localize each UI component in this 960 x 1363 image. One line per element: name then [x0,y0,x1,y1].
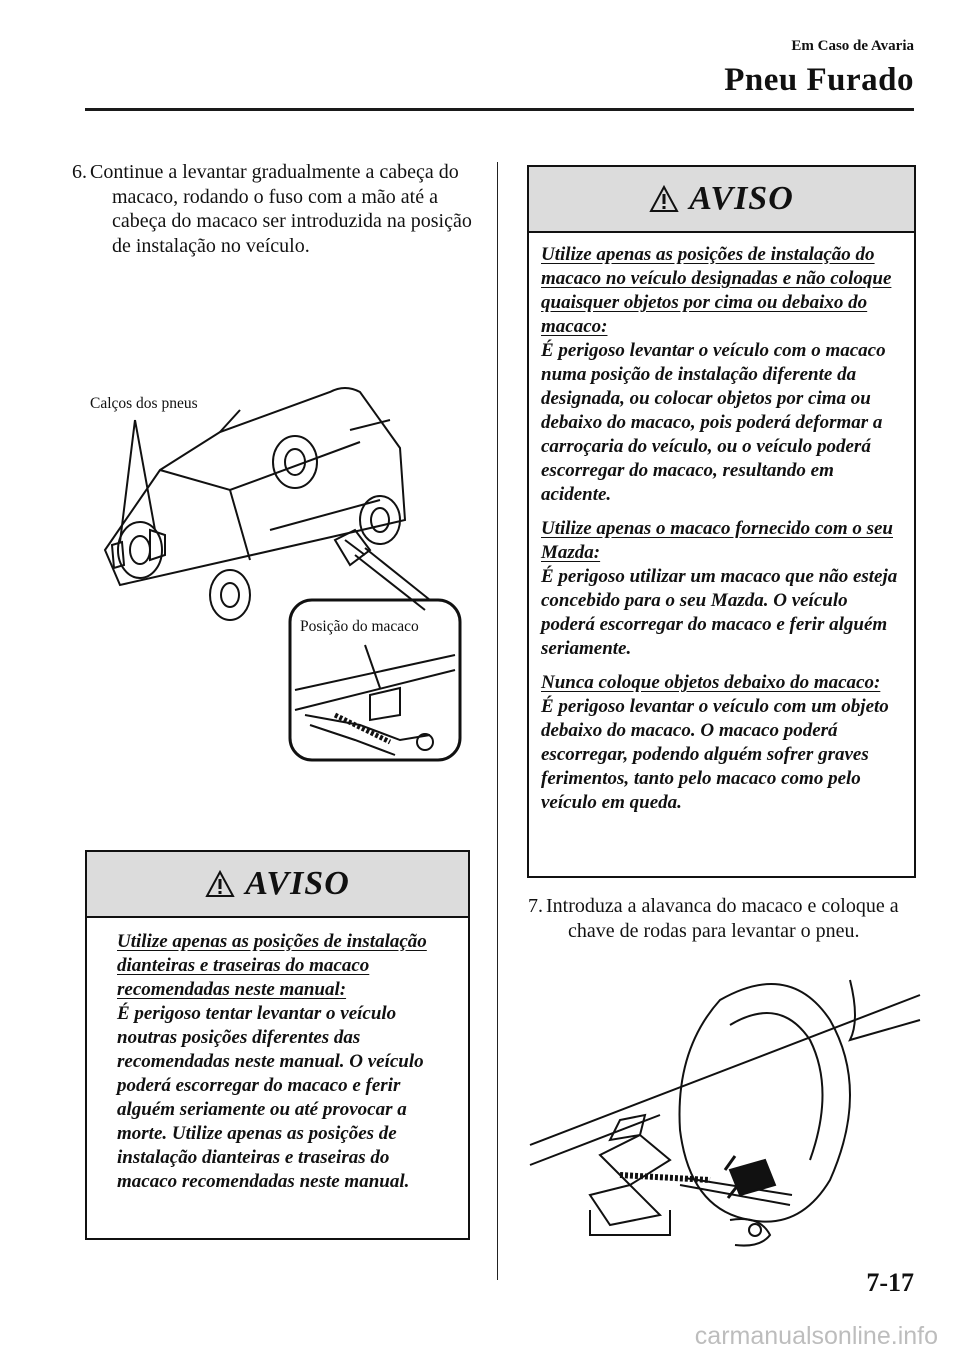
step-6-number: 6. [72,161,87,183]
warning-text: É perigoso levantar o veículo com o macaco numa posição de instalação diferente da designada, ou colocar objetos por cima ou debaixo do macaco, pois poderá deformar a carroçaria do veículo, ou o veículo poderá escorregar do macaco, resultando em acidente. [541,340,886,505]
section-label: Em Caso de Avaria [791,38,914,54]
step-6 [72,160,472,258]
warning-heading: Utilize apenas as posições de instalação do macaco no veículo designadas e não coloque quaisquer objetos por cima ou debaixo do macaco: [541,244,892,337]
warning-triangle-icon [205,870,235,898]
step-7 [528,894,918,943]
warning-item [541,671,900,815]
chapter-title: Pneu Furado [724,62,914,98]
warning-header [529,167,914,233]
header-divider [85,108,914,111]
warning-title: AVISO [245,865,350,902]
column-divider [497,162,498,1280]
watermark: carmanualsonline.info [694,1322,938,1350]
label-wheel-blocks: Calços dos pneus [90,395,198,412]
warning-item [541,243,900,507]
warning-header [87,852,468,918]
warning-text: É perigoso utilizar um macaco que não esteja concebido para o seu Mazda. O veículo poderá escorregar do macaco e ferir alguém seriamente. [541,566,898,659]
warning-title: AVISO [689,180,794,217]
car-jack-illustration [100,370,470,770]
label-jack-position: Posição do macaco [300,618,419,635]
warning-box-right [527,165,916,878]
step-7-text: Introduza a alavanca do macaco e coloque a chave de rodas para levantar o pneu. [546,895,899,942]
warning-heading: Nunca coloque objetos debaixo do macaco: [541,672,881,693]
warning-heading: Utilize apenas as posições de instalação dianteiras e traseiras do macaco recomendadas neste manual: [117,931,427,1000]
warning-box-left [85,850,470,1240]
step-7-number: 7. [528,895,543,917]
jack-lever-illustration [530,980,920,1250]
warning-triangle-icon [649,185,679,213]
step-6-text: Continue a levantar gradualmente a cabeça do macaco, rodando o fuso com a mão até a cabeça do macaco ser introduzida na posição de instalação no veículo. [90,161,472,257]
warning-item [541,517,900,661]
warning-heading: Utilize apenas o macaco fornecido com o seu Mazda: [541,518,893,563]
warning-text: É perigoso tentar levantar o veículo noutras posições diferentes das recomendadas neste manual. O veículo poderá escorregar do macaco e ferir alguém seriamente ou até provocar a morte. Utilize apenas as posições de instalação dianteiras e traseiras do macaco recomendadas neste manual. [117,1003,424,1192]
warning-text: É perigoso levantar o veículo com um objeto debaixo do macaco. O macaco poderá escorregar, podendo alguém sofrer graves ferimentos, tanto pelo macaco como pelo veículo em queda. [541,696,889,813]
page-number: 7-17 [866,1268,914,1297]
